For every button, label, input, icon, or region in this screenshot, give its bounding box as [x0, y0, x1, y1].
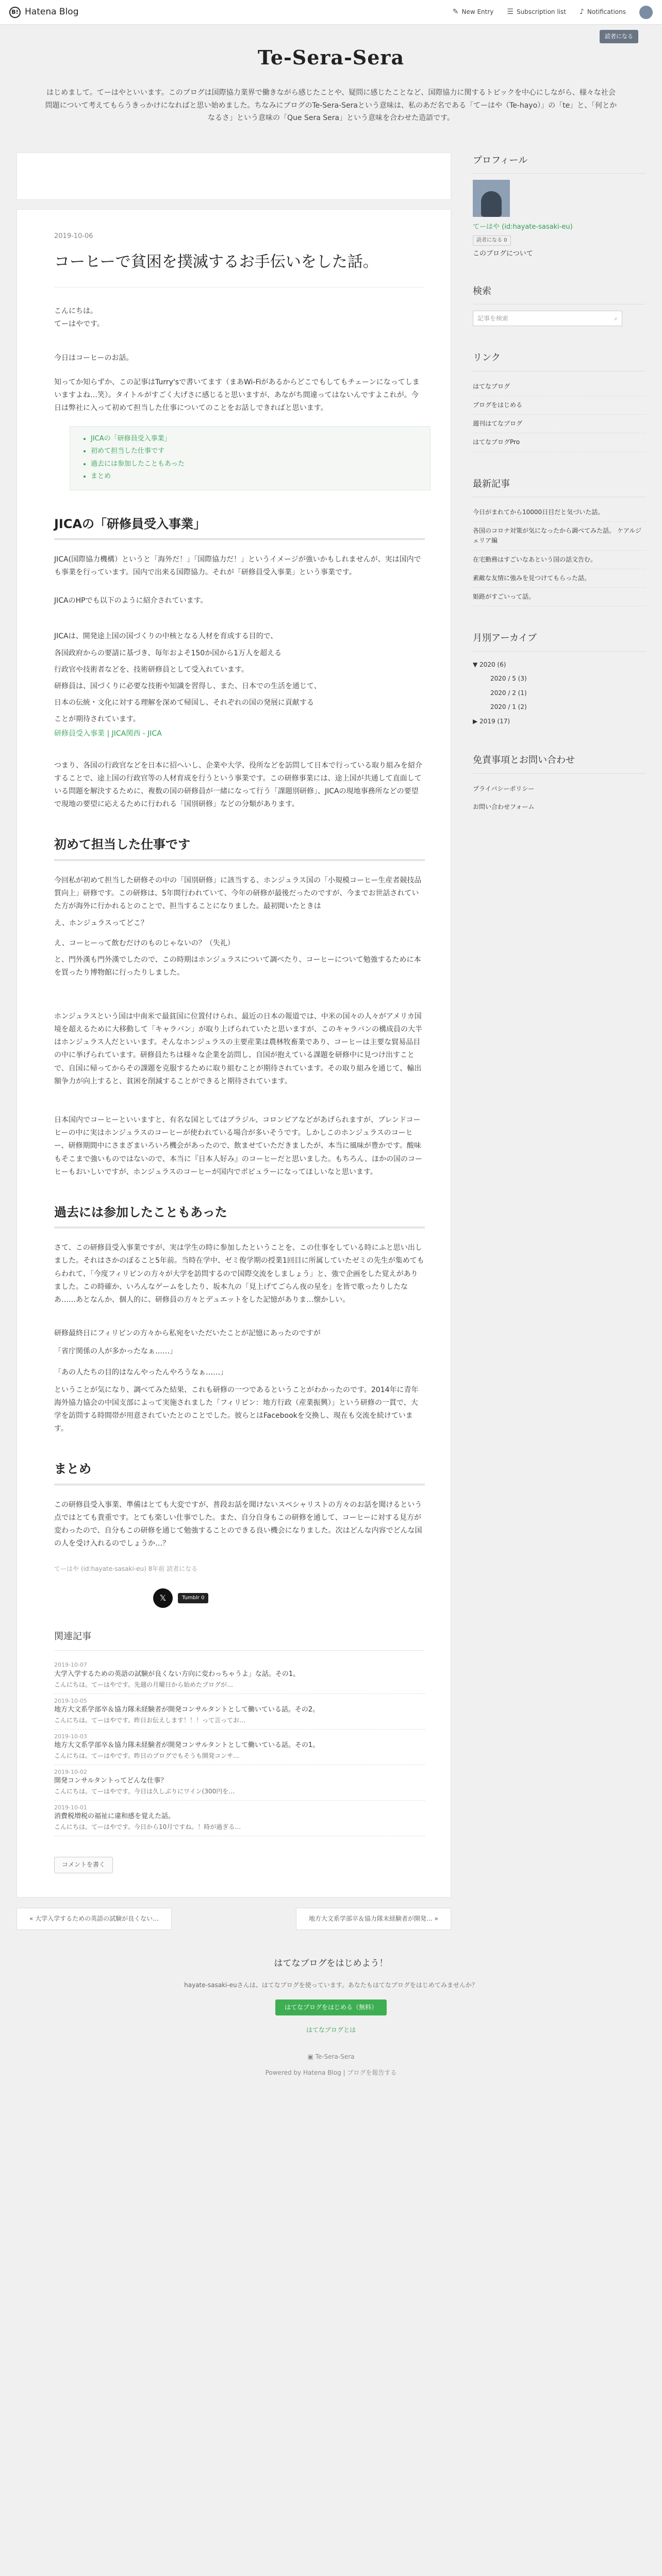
- search-module: [473, 283, 646, 326]
- archive-title: 月別アーカイブ: [473, 630, 646, 651]
- paragraph: JICA(国際協力機構）というと「海外だ！」「国際協力だ！」というイメージが強いかもしれませんが、実は国内でも事業を行っています。国内で出来る国際協力。それが「研修員受入事業」という事業です。: [54, 555, 421, 577]
- related-item[interactable]: 2019-10-02 開発コンサルタントってどんな仕事？ こんにちは。てーはやです。今日は久しぶりにワイン(300円を…: [54, 1765, 425, 1801]
- links-module: [473, 350, 646, 452]
- section-heading: まとめ: [54, 1458, 425, 1485]
- toc-item[interactable]: • まとめ: [91, 470, 418, 483]
- recent-item[interactable]: 各国のコロナ対策が気になったから調べてみた話。 ケアルジェリア編: [473, 522, 646, 550]
- profile-title: プロフィール: [473, 152, 646, 174]
- paragraph: ホンジュラスという国は中南米で最貧国に位置付けられ、最近の日本の報道では、中米の国々の人々がアメリカ国境を超えるために大移動して「キャラバン」が取り上げられていたと思いますが、このキャラバンの構成員の大半はホンジュラス人だといいます。そんなホンジュラスの主要産業は農林牧畜業であり、コーヒーは主要な貿易品目の中に挙げられています。研修員たちは様々な企業を訪問し、自国が抱えている課題を研修中に見つけ出すことで、自国に帰ってからその課題を克服するために取り組むことが期待されています。その取り組みを通じて、輸出額争力が向上すると、貧困を削減することができると期待されています。: [54, 1012, 422, 1086]
- links-list: [473, 378, 646, 452]
- blog-description: はじめまして。てーはやといいます。このブログは国際協力業界で働きながら感じたことや、疑問に感じたことなど、国際協力に関するトピックを中心にしながら、様々な社会問題について考えてもらうきっかけになればと思い始めました。ちなみにブログのTe-Sera-Seraという意味は、私のあだ名である「てーはや（Te-hayo）」の「te」と、「何とかなるさ」という意味の「Que Sera Sera」という意味を合わせた造語です。: [45, 89, 617, 123]
- paragraph: 知ってか知らずか、この記事はTurry'sで書いてます（まあWi-Fiがあるからどこでもしてもチェーンになってしまいますよね…笑）。タイトルがすごく大げさに感じると思いますが、あながち間違ってはないんですよこれが。今日は弊社に入って初めて担当した仕事についてのことをお話しできればと思います。: [54, 378, 420, 413]
- search-input[interactable]: 記事を検索 ⌕: [473, 311, 622, 326]
- archive-list: [473, 658, 646, 729]
- person-icon: [481, 191, 502, 217]
- related-item[interactable]: 2019-10-07 大学入学するための英語の試験が良くない方向に変わっちゃうよ」な話。その1。 こんにちは。てーはやです。先週の月曜日から始めたブログが…: [54, 1658, 425, 1693]
- paragraph: 日本国内でコーヒーといいますと、有名な国としてはブラジル、コロンビアなどがあげられますが、ブレンドコーヒーの中に実はホンジュラスのコーヒーが使われている場合が多いそうです。しかしこのホンジュラスのコーヒー、研修期間中にさまざまいろいろ機会があったので、飲ませていただきましたが、本当に風味が豊かです。酸味もそこまで強いものではないので、本当に『日本人好み』のコーヒーだと思いました。もちろん、ほかの国のコーヒーもおいしいですが、ホンジュラスのコーヒーが国内でポピュラーになってほしいなと思います。: [54, 1116, 422, 1176]
- related-entries: [54, 1629, 425, 1873]
- recent-item[interactable]: 素敵な友情に強みを見つけてもらった話。: [473, 569, 646, 588]
- paragraph: 今日はコーヒーのお話。: [54, 353, 134, 362]
- related-item[interactable]: 2019-10-05 地方大文系学部卒＆協力隊未経験者が開発コンサルタントとして働いている話。その2。 こんにちは。てーはやです。昨日お伝えします！！！って言ってお…: [54, 1694, 425, 1730]
- blog-header: [0, 25, 662, 140]
- search-title: 検索: [473, 283, 646, 304]
- link-item[interactable]: はてなブログPro: [473, 433, 646, 452]
- link-item[interactable]: はてなブログ: [473, 378, 646, 396]
- recent-list: [473, 503, 646, 606]
- related-title: 関連記事: [54, 1629, 425, 1651]
- paragraph: この研修員受入事業、準備はとても大変ですが、普段お話を聞けないスペシャリストの方々のお話を聞けるという点ではとても貴重です。とても楽しい仕事でした。また、自分自身もこの研修を通して、コーヒーに対する見方が変わったので、自分もこの研修を通じて勉強することのできる良い機会になりました。次はどんな内容でどんな国の人を受け入れるのでしょうか…？: [54, 1500, 422, 1548]
- subscribe-count-button[interactable]: 読者になる 0: [473, 235, 511, 246]
- subscription-button[interactable]: ☰ Subscription list: [507, 6, 566, 19]
- paragraph: と、門外漢も門外漢でしたので、この時期はホンジュラスについて調べたり、コーヒーについて勉強するために本を買ったり博物館に行ったりしました。: [54, 955, 421, 977]
- paragraph: え、ホンジュラスってどこ？: [54, 919, 148, 928]
- notifications-button[interactable]: ♪ Notifications: [580, 6, 626, 19]
- paragraph: ということが気になり、調べてみた結果、これも研修の一つであるということがわかったのです。2014年に青年海外協力協会の中国支部によって実施されました「フィリピン：地方行政（産業振興）」という研修の一貫で、大学を訪問する時間帯が用意されていたとのことでした。彼らとはFacebookを交換し、現在も交流を続けています。: [54, 1385, 419, 1433]
- recent-item[interactable]: 今日がまれてから10000日目だと気づいた話。: [473, 503, 646, 522]
- contact-form-link[interactable]: お問い合わせフォーム: [473, 803, 535, 811]
- tumblr-share-button[interactable]: Tumblr 0: [178, 1593, 208, 1603]
- archive-year[interactable]: ▶ 2019 (17): [473, 717, 510, 725]
- about-blog-link[interactable]: このブログについて: [473, 249, 533, 258]
- profile-avatar[interactable]: [473, 180, 510, 217]
- privacy-policy-link[interactable]: プライバシーポリシー: [473, 785, 535, 792]
- blog-favicon-icon: ▣: [307, 2053, 316, 2060]
- entry-body: [54, 305, 425, 1550]
- paragraph: 研修最終日にフィリピンの方々から私宛をいただいたことが記憶にあったのですが: [54, 1329, 321, 1338]
- toc-item[interactable]: • 初めて担当した仕事です: [91, 445, 418, 457]
- subscribe-badge[interactable]: 読者になる: [600, 30, 638, 43]
- entry-title[interactable]: コーヒーで貧困を撲滅するお手伝いをした話。: [54, 250, 425, 287]
- footer-title: はてなブログをはじめよう！: [274, 1958, 388, 1969]
- related-item[interactable]: 2019-10-01 消費税増税の福祉に違和感を覚えた話。 こんにちは。てーはやです。今日から10月ですね。！時が過ぎる…: [54, 1801, 425, 1836]
- archive-year[interactable]: ▼ 2020 (6): [473, 660, 506, 668]
- section-heading: 過去には参加したこともあった: [54, 1201, 425, 1228]
- links-title: リンク: [473, 350, 646, 371]
- entry-footer: てーはや (id:hayate-sasaki-eu) 8年前 読者になる: [54, 1565, 198, 1573]
- paragraph: 「あの人たちの目的はなんやったんやろうなぁ……」: [54, 1368, 227, 1377]
- powered-by[interactable]: Powered by Hatena Blog | ブログを報告する: [265, 2069, 397, 2077]
- paragraph: 「省庁関係の人が多かったなぁ……」: [54, 1347, 177, 1356]
- start-blog-button[interactable]: はてなブログをはじめる（無料）: [275, 1999, 387, 2016]
- share-buttons: [153, 1588, 425, 1608]
- contact-list: [473, 780, 646, 816]
- toc-item[interactable]: • JICAの「研修員受入事業」: [91, 433, 418, 445]
- section-heading: JICAの「研修員受入事業」: [54, 513, 425, 540]
- paragraph: え、コーヒーって飲むだけのものじゃないの？（失礼）: [54, 939, 235, 948]
- user-avatar[interactable]: [639, 6, 653, 19]
- quote-block: JICAは、開発途上国の国づくりの中核となる人材を育成する目的で、 各国政府からの要請に基づき、毎年およそ150か国から1万人を超える 行政官や技術者などを、技術研修員として受入れています。 研修員は、国づくりに必要な技術や知識を習得し、また、日本での生活を通じて、 日本の伝統・文化に対する理解を深めて帰国し、それぞれの国の発展に貢献する ことが期待されています。: [54, 632, 321, 724]
- jica-link[interactable]: 研修員受入事業 | JICA関西 - JICA: [54, 730, 162, 738]
- global-header: [0, 0, 662, 25]
- recent-item[interactable]: 在宅勤務はすごいなあという国の話文告む。: [473, 551, 646, 569]
- prev-entry-link[interactable]: « 大学入学するための英語の試験が良くない…: [16, 1908, 172, 1930]
- paragraph: さて、この研修員受入事業ですが、実は学生の時に参加したということを、この仕事をしている時にふと思い出しました。それはさかのぼること5年前。当時在学中、ゼミ俊学期の授業1回目に所属していたゼミの先生が集めてもらわれて、「今度フィリピンの方々が大学を訪問するので国際交流をしましょう」と、強で企画をした覚えがありました。この時確か、いろんなゲームをしたり、坂本九の「見上げてごらん夜の星を」を皆で歌ったりしたなあ……あとなんか、個人的に、研修員の方々とデュエットをした記憶がありま…懐かしい。: [54, 1244, 424, 1304]
- greeting: こんにちは。 てーはやです。: [54, 307, 104, 329]
- content-wrapper: [16, 152, 646, 1930]
- recent-title: 最新記事: [473, 476, 646, 497]
- footer-brand[interactable]: ▣ Te-Sera-Sera: [307, 2053, 355, 2060]
- section-heading: 初めて担当した仕事です: [54, 834, 425, 860]
- entry-date[interactable]: 2019-10-06: [54, 232, 93, 240]
- contact-title: 免責事項とお問い合わせ: [473, 752, 646, 773]
- paragraph: JICAのHPでも以下のように紹介されています。: [54, 597, 208, 605]
- paragraph: 今回私が初めて担当した研修その中の「国別研修」に該当する、ホンジュラス国の「小規模コーヒー生産者競技品質向上」研修です。この研修は、5年間行われていて、今年の研修が最後だったのですが、今までお世話されていた方が海外に行かれるとのことで、担当することになりました。最初聞いたときは: [54, 876, 422, 910]
- archive-month[interactable]: 2020 / 1 (2): [490, 703, 527, 711]
- entry-pager: [16, 1908, 451, 1930]
- hatena-blog-logo[interactable]: [9, 4, 79, 20]
- entry-article: [16, 209, 451, 1897]
- write-comment-button[interactable]: コメントを書く: [54, 1857, 113, 1873]
- recent-module: [473, 476, 646, 607]
- ad-area: [16, 152, 451, 200]
- contact-module: [473, 752, 646, 816]
- page-footer: [0, 1956, 662, 2094]
- table-of-contents: [70, 426, 431, 490]
- global-nav: [453, 6, 653, 19]
- next-entry-link[interactable]: 地方大文系学部卒＆協力隊未経験者が開発… »: [296, 1908, 451, 1930]
- brand-name: Hatena Blog: [25, 7, 79, 18]
- new-entry-button[interactable]: ✎ New Entry: [453, 6, 494, 19]
- related-item[interactable]: 2019-10-03 地方大文系学部卒＆協力隊未経験者が開発コンサルタントとして働いている話。その1。 こんにちは。てーはやです。昨日のブログでもそうも開発コンサ…: [54, 1730, 425, 1765]
- sidebar: [473, 152, 646, 1930]
- list-icon: ☰: [507, 7, 514, 16]
- recent-item[interactable]: 姫路がすごいって話。: [473, 588, 646, 606]
- hatena-logo-icon: B!: [9, 7, 21, 18]
- about-hatena-link[interactable]: はてなブログとは: [306, 2026, 356, 2034]
- search-icon[interactable]: ⌕: [614, 314, 618, 322]
- link-item[interactable]: ブログをはじめる: [473, 396, 646, 415]
- main-column: [16, 152, 451, 1930]
- pencil-icon: ✎: [452, 7, 459, 16]
- profile-name[interactable]: てーはや (id:hayate-sasaki-eu): [473, 223, 573, 231]
- bell-icon: ♪: [579, 7, 584, 16]
- x-share-icon[interactable]: 𝕏: [153, 1588, 173, 1608]
- blog-title[interactable]: Te-Sera-Sera: [257, 46, 405, 69]
- archive-module: [473, 630, 646, 728]
- profile-module: [473, 152, 646, 260]
- archive-month[interactable]: 2020 / 2 (1): [490, 689, 527, 697]
- toc-item[interactable]: • 過去には参加したこともあった: [91, 458, 418, 470]
- link-item[interactable]: 週刊はてなブログ: [473, 415, 646, 433]
- footer-text: hayate-sasaki-euさんは、はてなブログを使っています。あなたもはてなブログをはじめてみませんか？: [184, 1981, 478, 1989]
- paragraph: つまり、各国の行政官などを日本に招へいし、企業や大学、役所などを訪問して日本で行っている取り組みを紹介することで、途上国の行政官等の人材育成を行うという事業です。この研修事業には、途上国が共通して直面している問題を解決するために、複数の国の研修員が一緒になって行う「課題別研修」、JICAの現地事務所などの要望で現地の要望に応えるために行われる「国別研修」などの分類があります。: [54, 761, 422, 809]
- archive-month[interactable]: 2020 / 5 (3): [490, 675, 527, 683]
